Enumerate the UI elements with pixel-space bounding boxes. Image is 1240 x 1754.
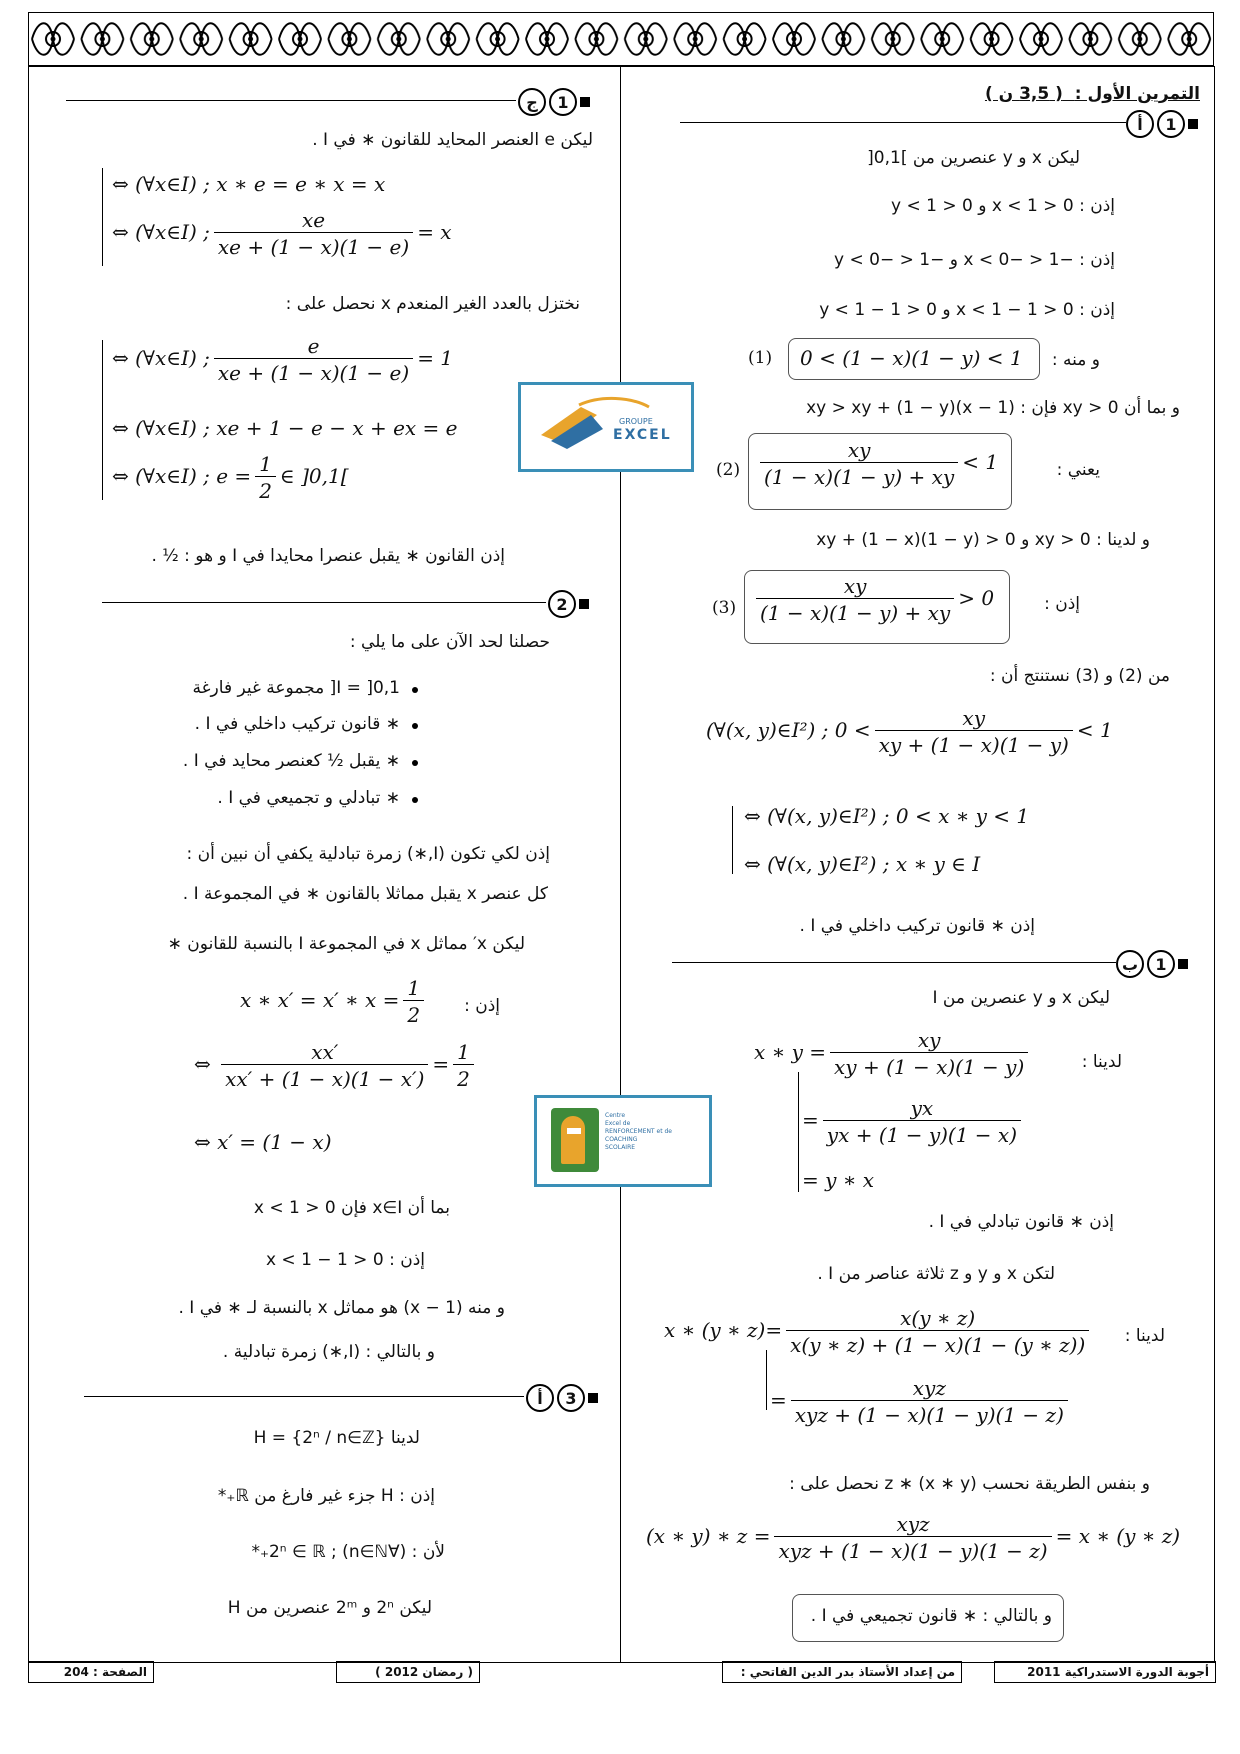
text-line: لدينا : [1081, 1052, 1122, 1072]
groupe-excel-logo [518, 382, 694, 472]
text-line: ليكن x و y عنصرين من ]0,1[ [867, 148, 1080, 168]
text-line: إذن ∗ قانون تركيب داخلي في I . [799, 916, 1035, 936]
text-line: لدينا : [1124, 1326, 1165, 1346]
question-2-marker: 2 [548, 590, 589, 618]
inverse-element-calc: x ∗ x′ = x′ ∗ x = $\frac{1}{2}$ [240, 976, 428, 1027]
equivalence-bar [102, 168, 103, 266]
math-expression: ⇔ (∀(x, y)∈I²) ; x ∗ y ∈ I [744, 852, 981, 876]
text-line: إذن القانون ∗ يقبل عنصرا محايدا في I و هو : ½ . [151, 546, 505, 566]
text-line: و بالتالي : ∗ قانون تجميعي في I . [810, 1606, 1052, 1626]
equation-tag: (1) [748, 348, 773, 368]
question-1a-marker: أ 1 [1126, 110, 1198, 138]
text-line: لأن : (∀n∈ℕ) ; 2ⁿ ∈ ℝ₊* [251, 1542, 445, 1562]
associativity-calc: = $\frac{\text{xyz}}{\text{xyz + (1 − x)(1 − y)(1 − z)}}$ [770, 1376, 1072, 1427]
text-line: نختزل بالعدد الغير المنعدم x نحصل على : [285, 294, 580, 314]
equality-bar [798, 1072, 799, 1192]
logo-sub: GROUPE [619, 417, 653, 426]
equivalence-bar [732, 806, 733, 874]
decorative-border [28, 12, 1214, 66]
section-rule [672, 962, 1116, 963]
associativity-result: (x ∗ y) ∗ z = $\frac{\text{xyz}}{\text{xyz + (1 − x)(1 − y)(1 − z)}}$ = x ∗ (y ∗ z) [646, 1512, 1181, 1563]
text-line: إذن : 0 < x < 1 و 0 < y < 1 [890, 196, 1115, 216]
math-expression: ⇔ (∀x∈I) ; xe + 1 − e − x + ex = e [112, 416, 458, 440]
text-line: ليكن x و y عنصرين من I [932, 988, 1110, 1008]
centre-excel-logo [534, 1095, 712, 1187]
section-rule [66, 100, 516, 101]
footer-session: أجوبة الدورة الاستدراكية 2011 [994, 1661, 1216, 1683]
text-line: إذن : 0 < 1 − x < 1 [265, 1250, 425, 1270]
text-line: ليكن 2ⁿ و 2ᵐ عنصرين من H [227, 1598, 432, 1618]
text-line: و لدينا : xy > 0 و xy + (1 − x)(1 − y) > 0 [816, 530, 1150, 550]
text-line: إذن لكي تكون (I,∗) زمرة تبادلية يكفي أن نبين أن : [186, 844, 550, 864]
text-line: إذن ∗ قانون تبادلي في I . [928, 1212, 1114, 1232]
footer-author: من إعداد الأستاذ بدر الدين الفاتحي : [722, 1661, 962, 1683]
footer-page: الصفحة : 204 [28, 1661, 154, 1683]
fraction-inequality: $\frac{xy}{(1 - x)(1 - y) + xy}$ > 0 [752, 574, 994, 625]
text-line: إذن : −1 < −x < 0 و −1 < −y < 0 [834, 250, 1115, 270]
text-line: كل عنصر x يقبل مماثلا بالقانون ∗ في المجموعة I . [182, 884, 548, 904]
math-expression: = y ∗ x [802, 1168, 875, 1192]
frame-right [1214, 66, 1215, 1662]
question-1c-marker: ج 1 [518, 88, 590, 116]
neutral-element-calc: ⇔ (∀x∈I) ; $\frac{e}{xe + (1 - x)(1 - e)}$ = 1 [112, 334, 454, 385]
neutral-element-result: ⇔ (∀x∈I) ; e = $\frac{1}{2}$ ∈ ]0,1[ [112, 452, 349, 503]
text-line: لدينا H = {2ⁿ / n∈ℤ} [253, 1428, 420, 1448]
equivalence-bar [102, 340, 103, 500]
list-item: ∗ قانون تركيب داخلي في I . [194, 714, 400, 734]
math-expression: ⇔ (∀(x, y)∈I²) ; 0 < x ∗ y < 1 [744, 804, 1030, 828]
inverse-element-calc: ⇔ $\frac{xx'}{xx' + (1 - x)(1 - x')}$ = $\frac{1}{2}$ [194, 1040, 478, 1091]
text-line: و بنفس الطريقة نحسب (x ∗ y) ∗ z نحصل على : [789, 1474, 1150, 1494]
text-line: يعني : [1056, 460, 1100, 480]
column-divider [620, 66, 621, 1662]
frame-left [28, 66, 29, 1662]
section-rule [84, 1396, 524, 1397]
frame-top [28, 66, 1215, 67]
equation-tag: (2) [716, 460, 741, 480]
text-line: إذن : 0 < 1 − x < 1 و 0 < 1 − y < 1 [819, 300, 1115, 320]
text-line: و بالتالي : (I,∗) زمرة تبادلية . [222, 1342, 435, 1362]
list-item: I = ]0,1[ مجموعة غير فارغة [192, 678, 400, 698]
equation-tag: (3) [712, 598, 737, 618]
text-line: ليكن x′ مماثل x في المجموعة I بالنسبة للقانون ∗ [167, 934, 525, 954]
section-rule [102, 602, 546, 603]
logo-e-mark [551, 1108, 599, 1172]
commutativity-calc: x ∗ y = $\frac{xy}{xy + (1 - x)(1 - y)}$ [754, 1028, 1032, 1079]
bullet [412, 760, 418, 766]
text-line: حصلنا لحد الآن على ما يلي : [349, 632, 550, 652]
bullet [412, 723, 418, 729]
text-line: بما أن x∈I فإن 0 < x < 1 [253, 1198, 450, 1218]
question-1b-marker: ب 1 [1116, 950, 1188, 978]
logo-text: EXCEL [613, 427, 672, 443]
text-line: و بما أن xy > 0 فإن : (1 − x)(1 − y) + xy > xy [806, 398, 1180, 418]
text-line: و منه (1 − x) هو مماثل x بالنسبة لـ ∗ في I . [178, 1298, 505, 1318]
equality-bar [766, 1350, 767, 1410]
text-line: لتكن x و y و z ثلاثة عناصر من I . [817, 1264, 1055, 1284]
associativity-calc: x ∗ (y ∗ z)= $\frac{x(y ∗ z)}{x(y ∗ z) + (1 - x)(1 - (y ∗ z))}$ [664, 1306, 1093, 1357]
exercise-title: التمرين الأول : ( 3,5 ن ) [984, 84, 1200, 104]
fraction-inequality: (∀(x, y)∈I²) ; 0 < $\frac{xy}{xy + (1 - x)(1 - y)}$ < 1 [706, 706, 1113, 757]
text-line: إذن : [1044, 594, 1080, 614]
section-rule [680, 122, 1126, 123]
neutral-element-calc: ⇔ (∀x∈I) ; $\frac{xe}{xe + (1 - x)(1 - e)}$ = x [112, 208, 452, 259]
logo-caption: Centre Excel de RENFORCEMENT et de COACHING SCOLAIRE [605, 1112, 672, 1151]
math-expression: ⇔ (∀x∈I) ; x ∗ e = e ∗ x = x [112, 172, 386, 196]
fraction-inequality: $\frac{xy}{(1 - x)(1 - y) + xy}$ < 1 [756, 438, 998, 489]
text-line: إذن : [464, 996, 500, 1016]
list-item: ∗ يقبل ½ كعنصر محايد في I . [182, 751, 400, 771]
text-line: و منه : [1051, 350, 1100, 370]
math-expression: 0 < (1 − x)(1 − y) < 1 [800, 346, 1023, 370]
text-line: ليكن e العنصر المحايد للقانون ∗ في I . [312, 130, 593, 150]
text-line: إذن : H جزء غير فارغ من ℝ₊* [217, 1486, 435, 1506]
list-item: ∗ تبادلي و تجميعي في I . [217, 788, 400, 808]
footer-month: ( رمضان 2012 ) [336, 1661, 480, 1683]
math-expression: ⇔ x′ = (1 − x) [194, 1130, 332, 1154]
text-line: من (2) و (3) نستنتج أن : [989, 666, 1170, 686]
bullet [412, 797, 418, 803]
question-3a-marker: أ 3 [526, 1384, 598, 1412]
bullet [412, 687, 418, 693]
commutativity-calc: = $\frac{yx}{yx + (1 - y)(1 - x)}$ [802, 1096, 1025, 1147]
